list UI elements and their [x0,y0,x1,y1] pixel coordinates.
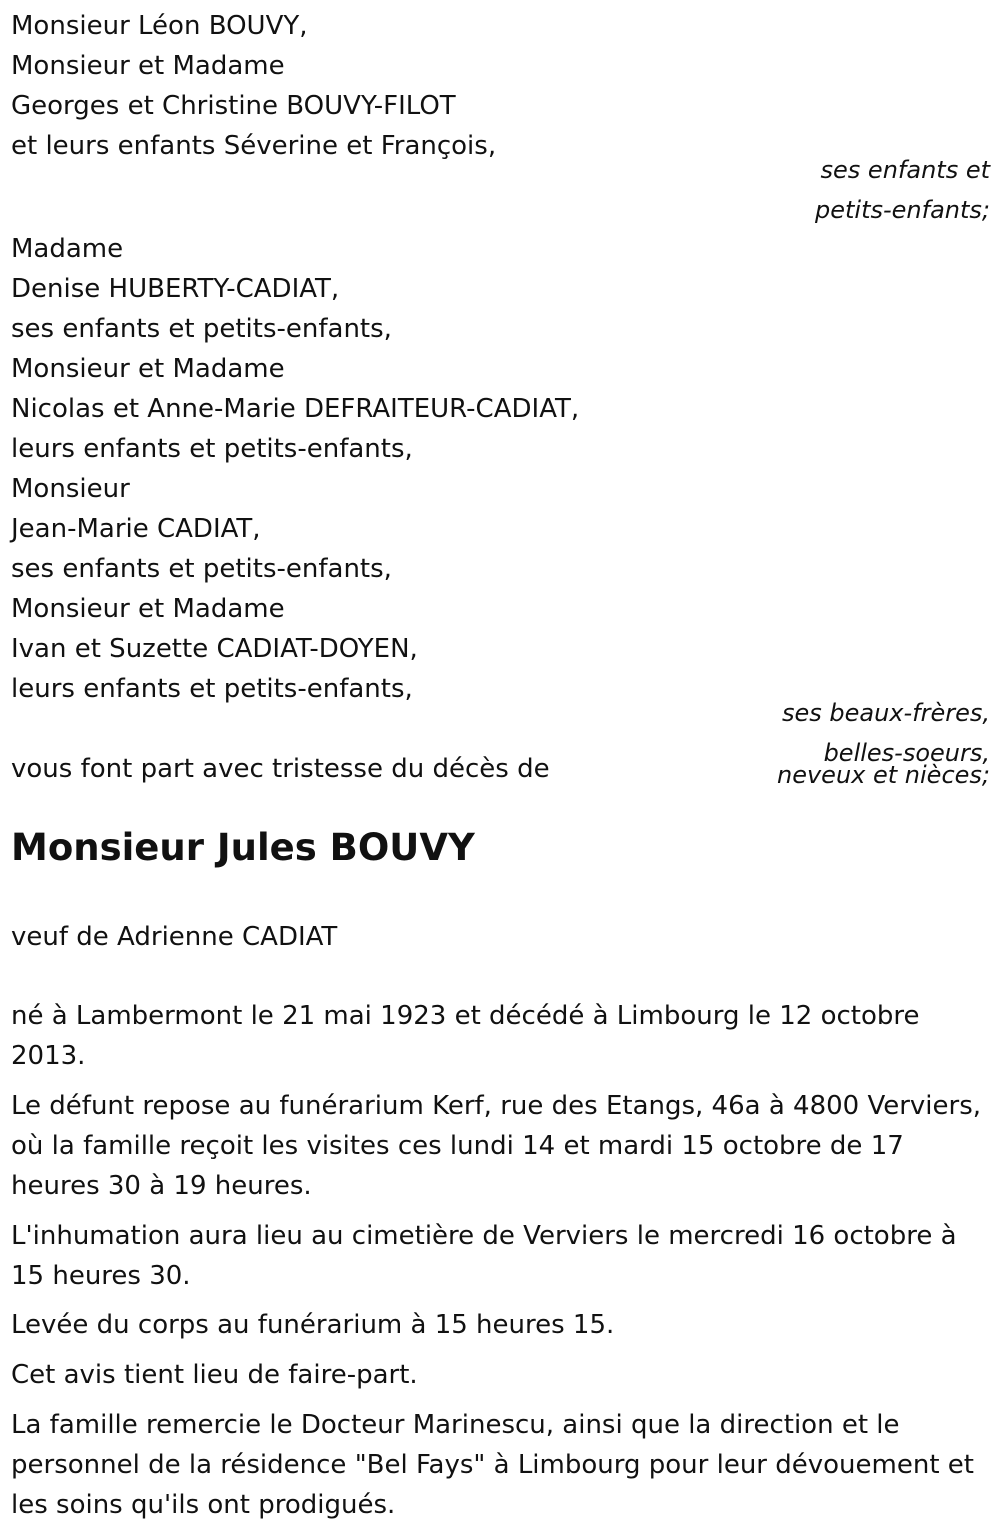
widower-of: veuf de Adrienne CADIAT [11,922,338,952]
family-line: Monsieur [11,474,130,504]
family-line: Madame [11,234,124,264]
family-line: ses enfants et petits-enfants, [11,314,392,344]
family-line: et leurs enfants Séverine et François, [11,131,497,161]
family-line: Georges et Christine BOUVY-FILOT [11,91,456,121]
relation-label: ses beaux-frères, [781,699,990,727]
relation-label: belles-soeurs, [823,739,990,767]
relation-label: ses enfants et [820,156,990,184]
family-line: Monsieur et Madame [11,354,285,384]
family-line: ses enfants et petits-enfants, [11,554,392,584]
family-line: leurs enfants et petits-enfants, [11,434,413,464]
family-line: Monsieur Léon BOUVY, [11,11,308,41]
visitation-paragraph: Le défunt repose au funérarium Kerf, rue des Etangs, 46a à 4800 Verviers, où la famille reçoit les visites ces lundi 14 et mardi 15 octobre de 17 heures 30 à 19 heures. [11,1091,982,1201]
thanks-paragraph: La famille remercie le Docteur Marinescu, ainsi que la direction et le personnel de la résidence "Bel Fays" à Limbourg pour leur dévouement et les soins qu'ils ont prodigués. [11,1410,974,1520]
family-line: Monsieur et Madame [11,51,285,81]
announcement-text: vous font part avec tristesse du décès de [11,754,550,784]
birth-death-paragraph: né à Lambermont le 21 mai 1923 et décédé à Limbourg le 12 octobre 2013. [11,1001,920,1071]
notice-paragraph: Cet avis tient lieu de faire-part. [11,1360,418,1390]
family-line: Monsieur et Madame [11,594,285,624]
relation-label: neveux et nièces; [777,761,990,789]
funeral-departure-paragraph: Levée du corps au funérarium à 15 heures 15. [11,1310,615,1340]
family-line: Jean-Marie CADIAT, [11,514,261,544]
family-line: leurs enfants et petits-enfants, [11,674,413,704]
family-line: Denise HUBERTY-CADIAT, [11,274,340,304]
relation-label: petits-enfants; [815,196,990,224]
family-line: Ivan et Suzette CADIAT-DOYEN, [11,634,418,664]
deceased-name: Monsieur Jules BOUVY [11,826,475,869]
family-line: Nicolas et Anne-Marie DEFRAITEUR-CADIAT, [11,394,580,424]
burial-paragraph: L'inhumation aura lieu au cimetière de Verviers le mercredi 16 octobre à 15 heures 30. [11,1221,957,1291]
